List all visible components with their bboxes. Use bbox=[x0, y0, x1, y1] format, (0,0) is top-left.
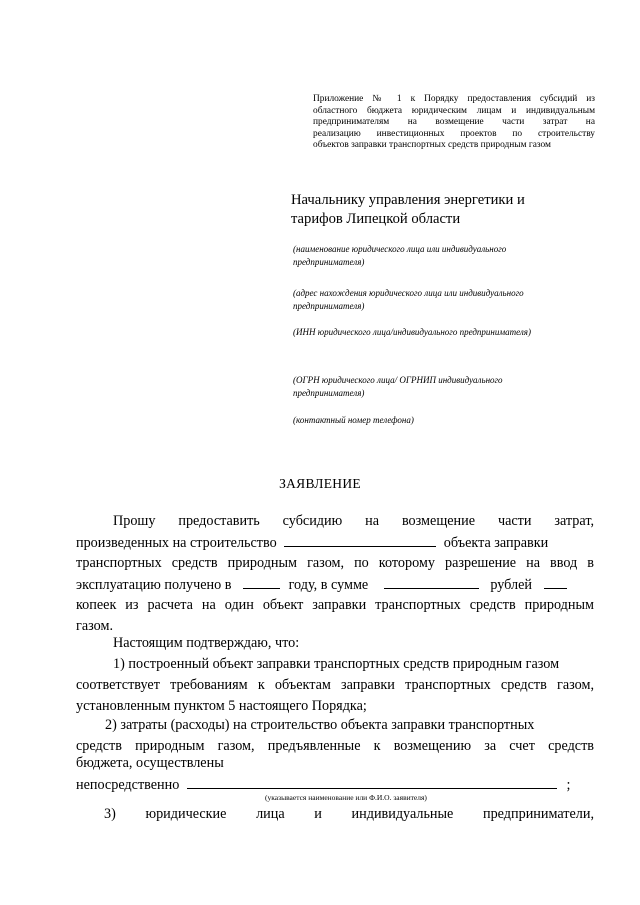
body-line: 1) построенный объект заправки транспортных средств природным газом bbox=[113, 656, 560, 672]
appendix-line: объектов заправки транспортных средств природным газом bbox=[313, 140, 551, 150]
body-line: газом. bbox=[76, 618, 113, 634]
body-line: 3) юридические лица и индивидуальные предприниматели, bbox=[104, 806, 594, 822]
body-line: бюджета, осуществлены bbox=[76, 755, 224, 771]
construction-blank[interactable] bbox=[284, 533, 436, 547]
field-caption: предпринимателя) bbox=[293, 388, 365, 398]
appendix-line: Приложение № 1 к Порядку предоставления субсидий из bbox=[313, 94, 595, 104]
body-text: эксплуатацию получено в bbox=[76, 577, 232, 593]
document-title: ЗАЯВЛЕНИЕ bbox=[279, 476, 361, 491]
inn-field bbox=[293, 326, 531, 339]
field-caption: предпринимателя) bbox=[293, 257, 365, 267]
field-caption: (ИНН юридического лица/индивидуального предпринимателя) bbox=[293, 327, 531, 337]
appendix-line: реализацию инвестиционных проектов по строительству bbox=[313, 128, 595, 139]
body-text: рублей bbox=[490, 577, 532, 593]
applicant-address-field bbox=[293, 287, 524, 313]
body-line bbox=[76, 575, 567, 594]
body-line: Настоящим подтверждаю, что: bbox=[113, 635, 300, 651]
body-text: ; bbox=[566, 777, 571, 793]
amount-blank[interactable] bbox=[384, 575, 479, 589]
body-line: 2) затраты (расходы) на строительство объекта заправки транспортных bbox=[105, 717, 535, 733]
applicant-blank[interactable] bbox=[187, 775, 557, 789]
body-text: году, в сумме bbox=[288, 577, 369, 593]
body-line: установленным пунктом 5 настоящего Порядка; bbox=[76, 698, 367, 714]
phone-field bbox=[293, 414, 414, 427]
applicant-name-field bbox=[293, 243, 506, 269]
body-line: копеек из расчета на один объект заправки транспортных средств природным bbox=[76, 597, 594, 613]
field-caption: (контактный номер телефона) bbox=[293, 415, 414, 425]
body-line: Прошу предоставить субсидию на возмещение части затрат, bbox=[113, 513, 594, 529]
body-line: соответствует требованиям к объектам заправки транспортных средств газом, bbox=[76, 677, 594, 693]
body-line: транспортных средств природным газом, по которому разрешение на ввод в bbox=[76, 555, 594, 571]
appendix-line: предпринимателям на возмещение части затрат на bbox=[313, 117, 595, 127]
body-text: непосредственно bbox=[76, 777, 180, 793]
ogrn-field bbox=[293, 374, 503, 400]
addressee-line: Начальнику управления энергетики и bbox=[291, 192, 525, 208]
kopecks-blank[interactable] bbox=[544, 575, 567, 589]
field-caption: предпринимателя) bbox=[293, 301, 365, 311]
body-text: произведенных на строительство bbox=[76, 535, 277, 551]
addressee-line: тарифов Липецкой области bbox=[291, 211, 461, 227]
body-line bbox=[76, 533, 548, 552]
field-caption: (адрес нахождения юридического лица или индивидуального bbox=[293, 288, 524, 298]
appendix-line: областного бюджета юридическим лицам и индивидуальным bbox=[313, 105, 595, 116]
addressee-block bbox=[291, 191, 525, 229]
body-text: объекта заправки bbox=[443, 535, 549, 551]
body-line: средств природным газом, предъявленные к возмещению за счет средств bbox=[76, 738, 594, 754]
body-line bbox=[76, 775, 570, 794]
appendix-heading bbox=[313, 94, 595, 152]
field-caption: (ОГРН юридического лица/ ОГРНИП индивидуального bbox=[293, 375, 503, 385]
field-caption: (наименование юридического лица или индивидуального bbox=[293, 244, 507, 254]
applicant-blank-caption: (указывается наименование или Ф.И.О. заявителя) bbox=[265, 793, 427, 802]
year-blank[interactable] bbox=[243, 575, 280, 589]
